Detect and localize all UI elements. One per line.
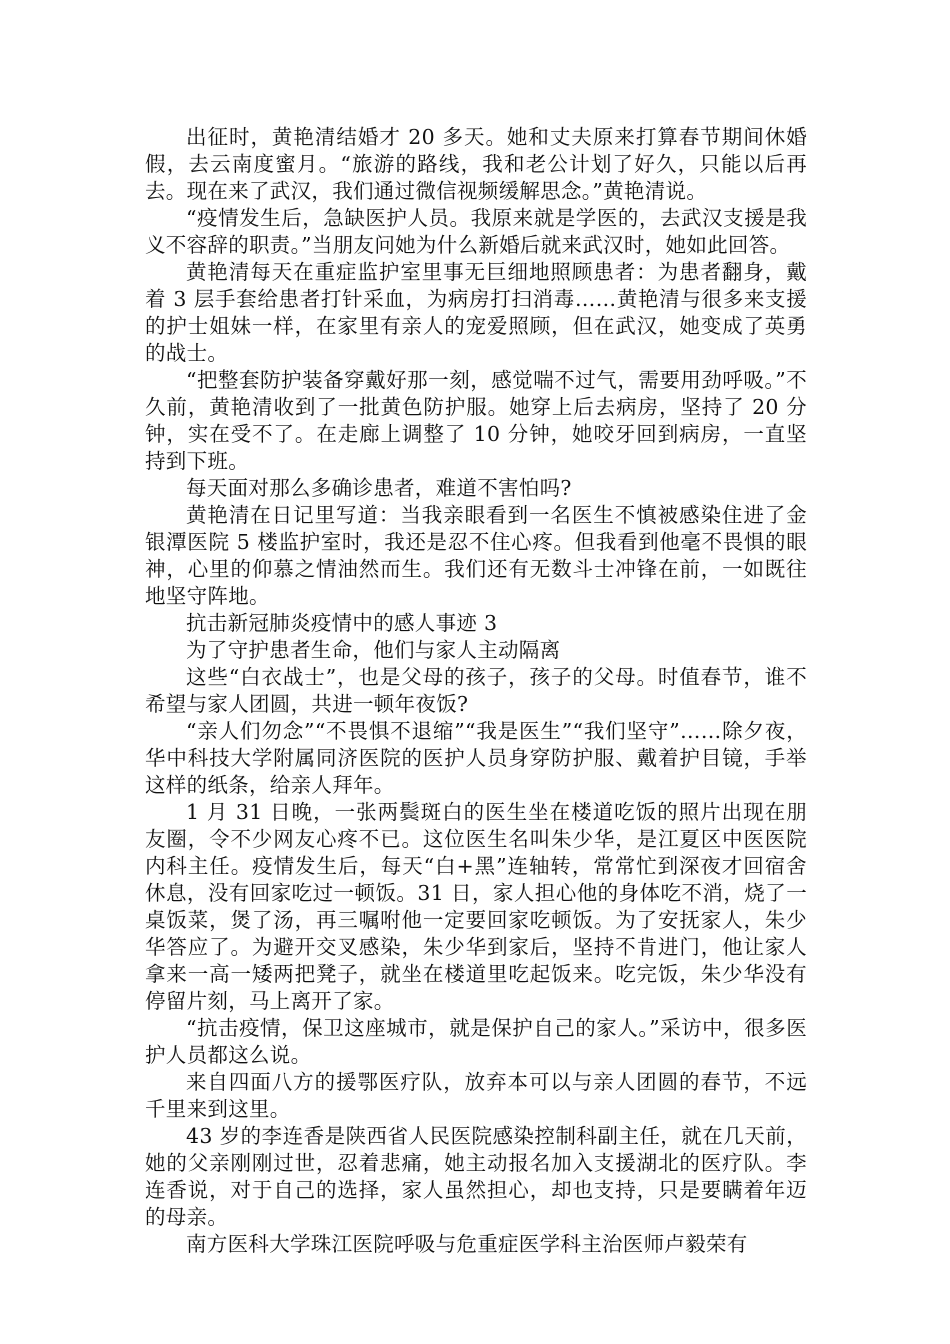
paragraph-15: 南方医科大学珠江医院呼吸与危重症医学科主治医师卢毅荣有 bbox=[186, 1232, 748, 1256]
paragraph-12: “抗击疫情，保卫这座城市，就是保护自己的家人。”采访中，很多医护人员都这么说。 bbox=[145, 1016, 807, 1067]
document-body bbox=[145, 124, 807, 1258]
paragraph-5: 每天面对那么多确诊患者，难道不害怕吗? bbox=[186, 476, 572, 500]
paragraph-13: 来自四面八方的援鄂医疗队，放弃本可以与亲人团圆的春节，不远千里来到这里。 bbox=[145, 1070, 807, 1121]
section-title: 抗击新冠肺炎疫情中的感人事迹 3 bbox=[186, 611, 498, 635]
paragraph-4: “把整套防护装备穿戴好那一刻，感觉喘不过气，需要用劲呼吸。”不久前，黄艳清收到了一批黄色防护服。她穿上后去病房，坚持了 20 分钟，实在受不了。在走廊上调整了 10 分钟，她咬牙回到病房，一直坚持到下班。 bbox=[145, 368, 807, 473]
paragraph-10: “亲人们勿念”“不畏惧不退缩”“我是医生”“我们坚守”……除夕夜，华中科技大学附属同济医院的医护人员身穿防护服、戴着护目镜，手举这样的纸条，给亲人拜年。 bbox=[145, 719, 807, 797]
section-subtitle: 为了守护患者生命，他们与家人主动隔离 bbox=[186, 638, 561, 662]
paragraph-11: 1 月 31 日晚，一张两鬓斑白的医生坐在楼道吃饭的照片出现在朋友圈，令不少网友心疼不已。这位医生名叫朱少华，是江夏区中医医院内科主任。疫情发生后，每天“白+黑”连轴转，常常忙到深夜才回宿舍休息，没有回家吃过一顿饭。31 日，家人担心他的身体吃不消，烧了一桌饭菜，煲了汤，再三嘱咐他一定要回家吃顿饭。为了安抚家人，朱少华答应了。为避开交叉感染，朱少华到家后，坚持不肯进门，他让家人拿来一高一矮两把凳子，就坐在楼道里吃起饭来。吃完饭，朱少华没有停留片刻，马上离开了家。 bbox=[145, 800, 807, 1013]
paragraph-3: 黄艳清每天在重症监护室里事无巨细地照顾患者：为患者翻身，戴着 3 层手套给患者打针采血，为病房打扫消毒……黄艳清与很多来支援的护士姐妹一样，在家里有亲人的宠爱照顾，但在武汉，她变成了英勇的战士。 bbox=[145, 260, 807, 365]
paragraph-6: 黄艳清在日记里写道：当我亲眼看到一名医生不慎被感染住进了金银潭医院 5 楼监护室时，我还是忍不住心疼。但我看到他毫不畏惧的眼神，心里的仰慕之情油然而生。我们还有无数斗士冲锋在前，一如既往地坚守阵地。 bbox=[145, 503, 807, 608]
paragraph-9: 这些“白衣战士”，也是父母的孩子，孩子的父母。时值春节，谁不希望与家人团圆，共进一顿年夜饭? bbox=[145, 665, 807, 716]
paragraph-1: 出征时，黄艳清结婚才 20 多天。她和丈夫原来打算春节期间休婚假，去云南度蜜月。“旅游的路线，我和老公计划了好久，只能以后再去。现在来了武汉，我们通过微信视频缓解思念。”黄艳清说。 bbox=[145, 125, 807, 203]
paragraph-14: 43 岁的李连香是陕西省人民医院感染控制科副主任，就在几天前，她的父亲刚刚过世，忍着悲痛，她主动报名加入支援湖北的医疗队。李连香说，对于自己的选择，家人虽然担心，却也支持，只是要瞒着年迈的母亲。 bbox=[145, 1124, 807, 1229]
paragraph-2: “疫情发生后，急缺医护人员。我原来就是学医的，去武汉支援是我义不容辞的职责。”当朋友问她为什么新婚后就来武汉时，她如此回答。 bbox=[145, 206, 807, 257]
